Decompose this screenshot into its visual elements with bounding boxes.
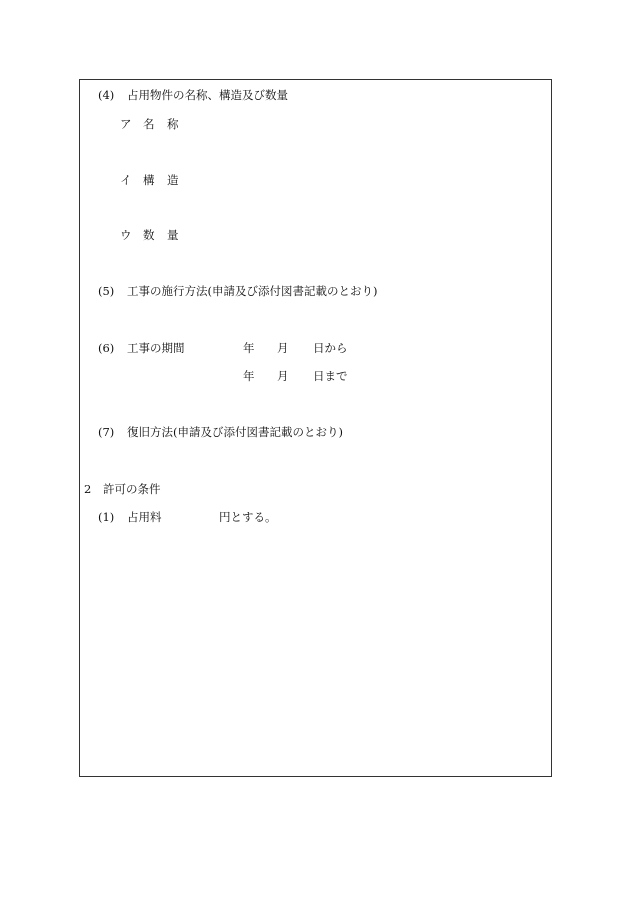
section2-heading: 許可の条件	[103, 482, 161, 496]
item6-to-day: 日まで	[313, 369, 348, 383]
item6-heading: 工事の期間	[127, 341, 185, 355]
item4-u-label: ウ	[120, 228, 132, 242]
item4-i-structure-char1: 構	[143, 173, 155, 187]
item6-to-month: 月	[277, 369, 289, 383]
item7-heading: 復旧方法(申請及び添付図書記載のとおり)	[127, 425, 343, 439]
cond1-fee-suffix: 円とする。	[219, 510, 277, 524]
item4-number: (4)	[98, 88, 115, 102]
section2-number: 2	[84, 482, 92, 496]
item4-u-quantity-char2: 量	[167, 228, 179, 242]
cond1-number: (1)	[98, 510, 115, 524]
item4-heading: 占用物件の名称、構造及び数量	[127, 88, 288, 102]
item6-from-month: 月	[277, 341, 289, 355]
item4-a-label: ア	[120, 117, 132, 131]
item4-u-quantity-char1: 数	[143, 228, 155, 242]
item6-number: (6)	[98, 341, 115, 355]
cond1-fee-label: 占用料	[127, 510, 162, 524]
item7-number: (7)	[98, 425, 115, 439]
item6-to-year: 年	[243, 369, 255, 383]
item5-number: (5)	[98, 284, 115, 298]
item6-from-day: 日から	[313, 341, 348, 355]
item4-i-label: イ	[120, 173, 132, 187]
item6-from-year: 年	[243, 341, 255, 355]
item4-i-structure-char2: 造	[167, 173, 179, 187]
item4-a-name-char1: 名	[143, 117, 155, 131]
item5-heading: 工事の施行方法(申請及び添付図書記載のとおり)	[127, 284, 378, 298]
item4-a-name-char2: 称	[167, 117, 179, 131]
